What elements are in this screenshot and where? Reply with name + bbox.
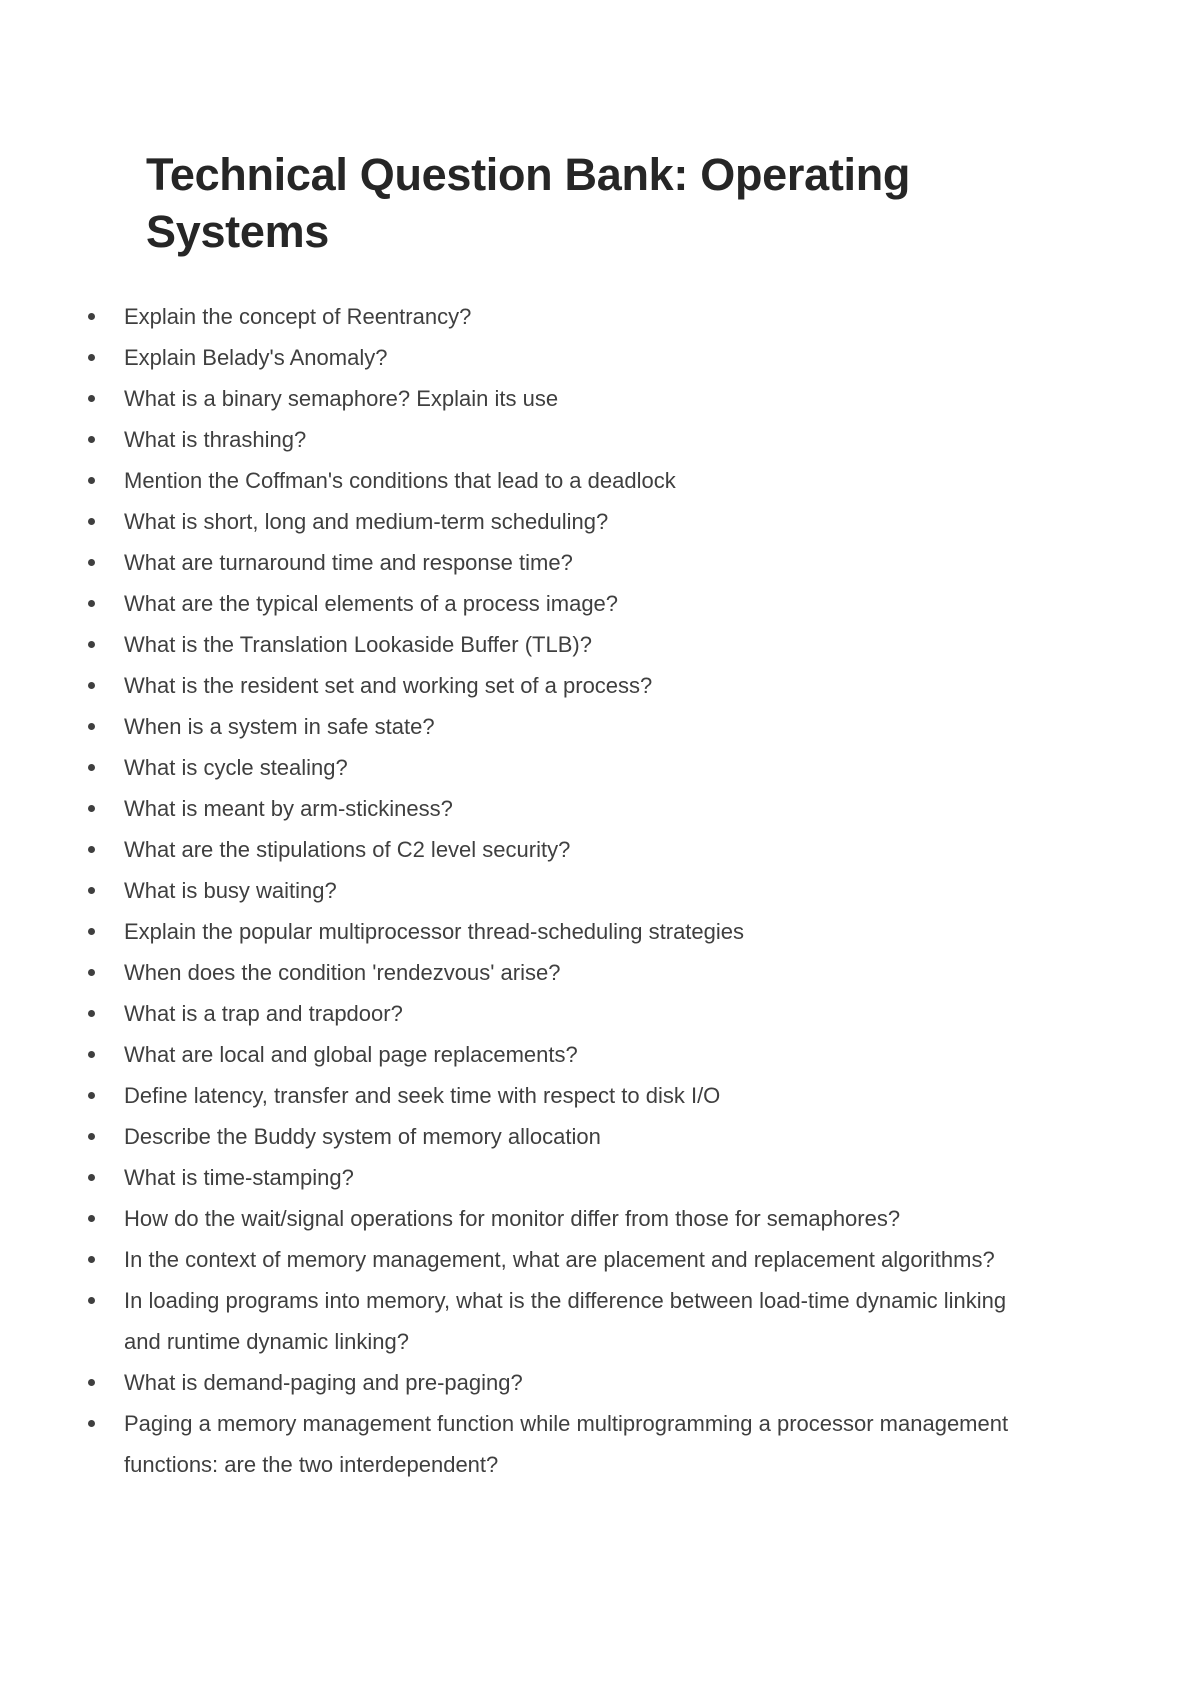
question-text: What are local and global page replacements?: [124, 1042, 578, 1067]
question-item: [0, 952, 1044, 993]
bullet-icon: [88, 1133, 95, 1140]
question-text: Define latency, transfer and seek time with respect to disk I/O: [124, 1083, 721, 1108]
question-item: [0, 993, 1044, 1034]
bullet-icon: [88, 1379, 95, 1386]
question-item: [0, 296, 1044, 337]
question-item: [0, 1403, 1044, 1485]
bullet-icon: [88, 518, 95, 525]
bullet-icon: [88, 1051, 95, 1058]
question-item: [0, 829, 1044, 870]
question-item: [0, 1034, 1044, 1075]
bullet-icon: [88, 600, 95, 607]
question-item: [0, 460, 1044, 501]
question-text: When is a system in safe state?: [124, 714, 435, 739]
question-text: What are turnaround time and response time?: [124, 550, 573, 575]
question-text: What is time-stamping?: [124, 1165, 354, 1190]
bullet-icon: [88, 682, 95, 689]
question-text: What are the stipulations of C2 level security?: [124, 837, 571, 862]
question-item: [0, 665, 1044, 706]
question-item: [0, 1075, 1044, 1116]
question-text: How do the wait/signal operations for monitor differ from those for semaphores?: [124, 1206, 901, 1231]
question-item: [0, 378, 1044, 419]
question-text: Describe the Buddy system of memory allocation: [124, 1124, 601, 1149]
bullet-icon: [88, 395, 95, 402]
bullet-icon: [88, 477, 95, 484]
question-text: What is the resident set and working set of a process?: [124, 673, 653, 698]
bullet-icon: [88, 559, 95, 566]
question-text: What is the Translation Lookaside Buffer (TLB)?: [124, 632, 592, 657]
question-item: [0, 706, 1044, 747]
bullet-icon: [88, 805, 95, 812]
bullet-icon: [88, 1174, 95, 1181]
question-item: [0, 419, 1044, 460]
question-text: What is thrashing?: [124, 427, 307, 452]
bullet-icon: [88, 1092, 95, 1099]
bullet-icon: [88, 1256, 95, 1263]
question-item: [0, 624, 1044, 665]
question-item: [0, 1239, 1044, 1280]
question-item: [0, 1116, 1044, 1157]
question-text: What is meant by arm-stickiness?: [124, 796, 453, 821]
question-item: [0, 1280, 1044, 1362]
document-title: Technical Question Bank: Operating Systems: [146, 149, 911, 257]
bullet-icon: [88, 354, 95, 361]
bullet-icon: [88, 723, 95, 730]
bullet-icon: [88, 436, 95, 443]
question-item: [0, 1198, 1044, 1239]
question-text: What is cycle stealing?: [124, 755, 348, 780]
question-item: [0, 747, 1044, 788]
question-item: [0, 870, 1044, 911]
question-text: Paging a memory management function while multiprogramming a processor management functions: are the two interdependent?: [124, 1411, 1009, 1477]
question-item: [0, 337, 1044, 378]
question-text: Explain the popular multiprocessor thread-scheduling strategies: [124, 919, 745, 944]
bullet-icon: [88, 1297, 95, 1304]
bullet-icon: [88, 1420, 95, 1427]
bullet-icon: [88, 1010, 95, 1017]
question-text: What is demand-paging and pre-paging?: [124, 1370, 523, 1395]
question-item: [0, 1362, 1044, 1403]
bullet-icon: [88, 928, 95, 935]
question-item: [0, 911, 1044, 952]
bullet-icon: [88, 764, 95, 771]
question-list: [0, 296, 1100, 1485]
question-item: [0, 583, 1044, 624]
bullet-icon: [88, 969, 95, 976]
question-item: [0, 501, 1044, 542]
question-text: In loading programs into memory, what is the difference between load-time dynamic linking and runtime dynamic linking?: [124, 1288, 1007, 1354]
bullet-icon: [88, 846, 95, 853]
question-text: What are the typical elements of a process image?: [124, 591, 619, 616]
question-item: [0, 1157, 1044, 1198]
question-text: In the context of memory management, what are placement and replacement algorithms?: [124, 1247, 995, 1272]
bullet-icon: [88, 1215, 95, 1222]
question-item: [0, 542, 1044, 583]
bullet-icon: [88, 313, 95, 320]
question-text: What is a binary semaphore? Explain its use: [124, 386, 559, 411]
question-text: What is short, long and medium-term scheduling?: [124, 509, 609, 534]
question-text: What is a trap and trapdoor?: [124, 1001, 403, 1026]
bullet-icon: [88, 641, 95, 648]
bullet-icon: [88, 887, 95, 894]
question-text: Explain Belady's Anomaly?: [124, 345, 388, 370]
question-text: Explain the concept of Reentrancy?: [124, 304, 472, 329]
question-text: What is busy waiting?: [124, 878, 337, 903]
question-text: When does the condition 'rendezvous' arise?: [124, 960, 561, 985]
question-text: Mention the Coffman's conditions that lead to a deadlock: [124, 468, 676, 493]
question-item: [0, 788, 1044, 829]
